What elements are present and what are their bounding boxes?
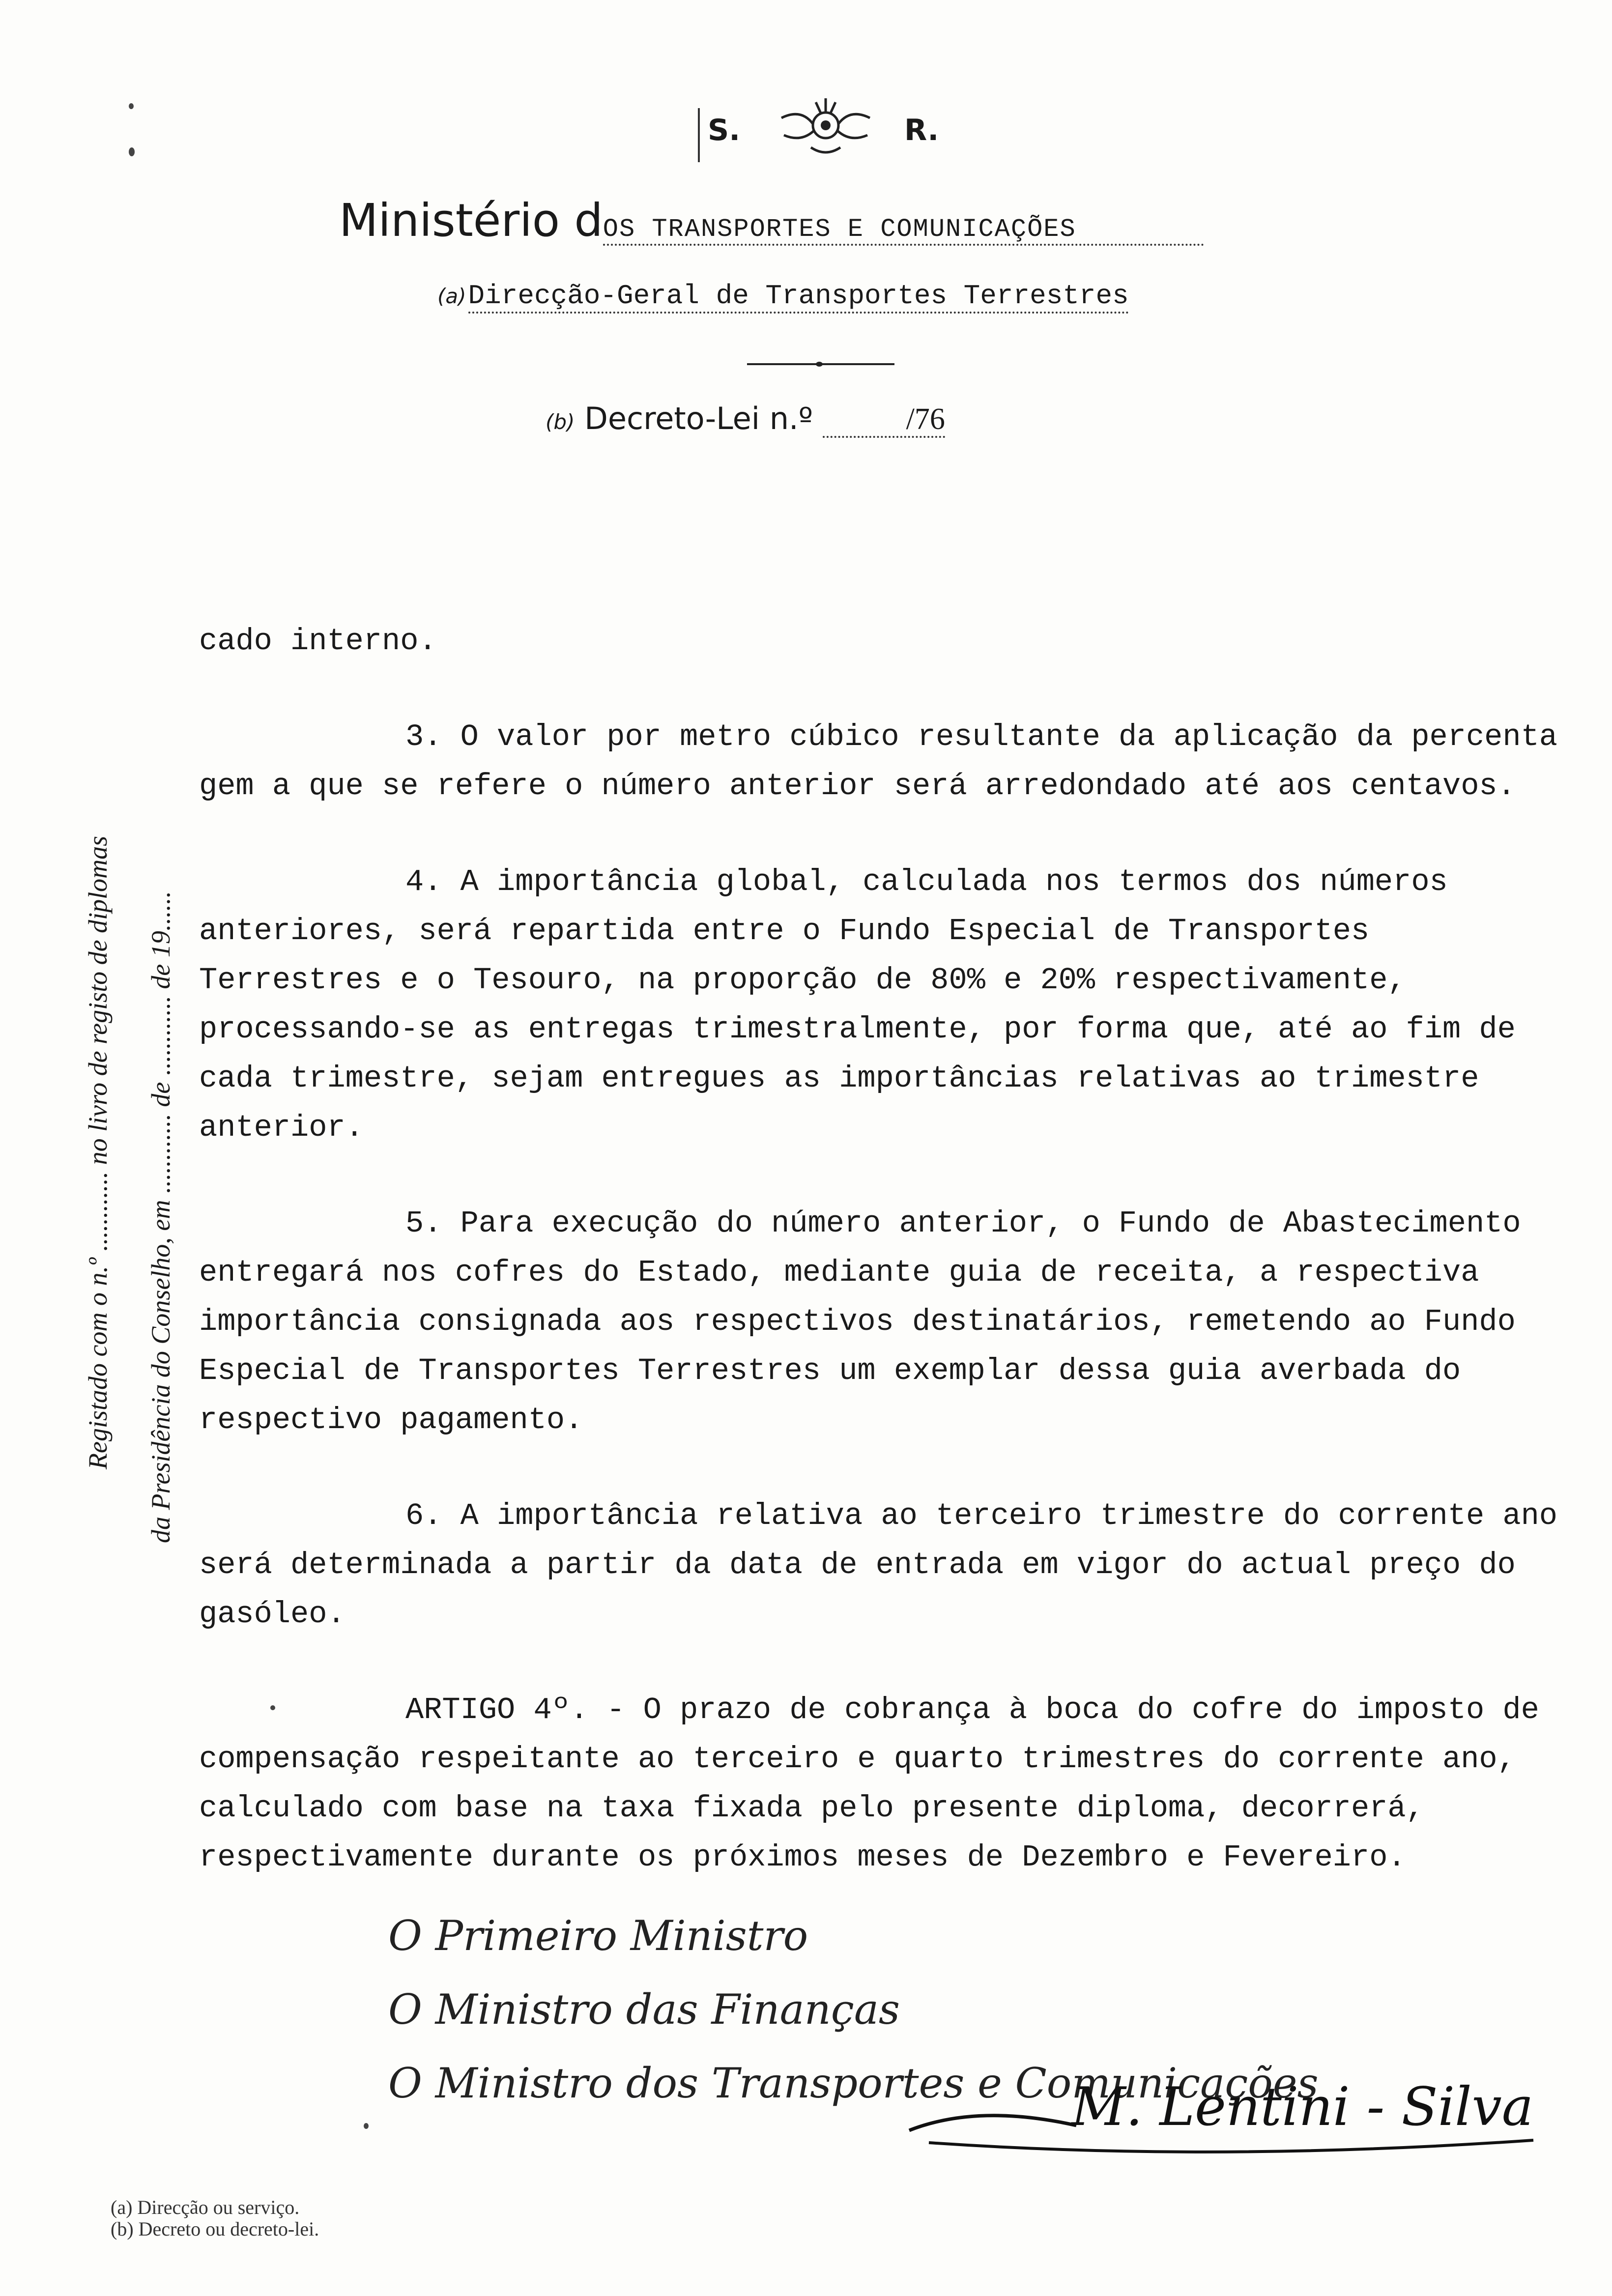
footnote-b: (b) Decreto ou decreto-lei. — [111, 2218, 319, 2240]
decree-line — [546, 401, 1135, 445]
ministry-name: OS TRANSPORTES E COMUNICAÇÕES — [603, 215, 1204, 246]
divider-dot — [816, 362, 823, 367]
footnotes — [111, 2197, 553, 2240]
decree-label: Decreto-Lei n.º — [584, 401, 813, 436]
scan-speck — [364, 2123, 369, 2129]
decree-ref: (b) — [546, 410, 575, 434]
scan-speck — [129, 103, 134, 109]
direction-name: Direcção-Geral de Transportes Terrestres — [468, 280, 1129, 314]
direction-ref: (a) — [437, 284, 466, 308]
decree-number: /76 — [823, 402, 945, 438]
paragraph-3: 3. O valor por metro cúbico resultante da aplicação da percenta gem a que se refere o número anterior será arredondado até aos centavos. — [199, 719, 1557, 804]
paragraph-4: 4. A importância global, calculada nos termos dos números anteriores, será repartida entre o Fundo Especial de Transportes Terrestres e o Tesouro, na proporção de 80% e 20% respectivamente, processando-se as entregas trimestralmente, por forma que, até ao fim de cada trimestre, sejam entregues as importâncias relativas ao trimestre anterior. — [199, 864, 1516, 1145]
ministry-label: Ministério d — [339, 194, 603, 247]
scan-speck — [270, 1705, 275, 1710]
header-emblem-block — [698, 88, 953, 162]
footnote-a: (a) Direcção ou serviço. — [111, 2196, 300, 2218]
republic-emblem-icon — [772, 88, 880, 162]
paragraph-continuation: cado interno. — [199, 624, 437, 659]
signature-line-finance-minister: O Ministro das Finanças — [388, 1985, 900, 2034]
header-letter-r: R. — [904, 113, 939, 147]
header-letter-s: S. — [708, 113, 741, 147]
ministry-line — [339, 194, 1297, 258]
signature-line-transport-minister: O Ministro dos Transportes e Comunicações — [388, 2059, 1319, 2107]
margin-presidency-text: da Presidência do Conselho, em ............ de ............ de 19...... — [146, 891, 175, 1543]
signature-line-prime-minister: O Primeiro Ministro — [388, 1912, 808, 1960]
paragraph-6: 6. A importância relativa ao terceiro trimestre do corrente ano será determinada a partir da data de entrada em vigor do actual preço do gasóleo. — [199, 1498, 1557, 1632]
header-bar — [698, 108, 700, 162]
signature-name: M. Lentini - Silva — [1071, 2076, 1534, 2138]
paragraph-5: 5. Para execução do número anterior, o Fundo de Abastecimento entregará nos cofres do Estado, mediante guia de receita, a respectiva importância consignada aos respectivos destinatários, remetendo ao Fundo Especial de Transportes Terrestres um exemplar dessa guia averbada do respectivo pagamento. — [199, 1206, 1521, 1437]
header-divider — [747, 362, 894, 367]
scan-speck — [129, 147, 135, 156]
handwritten-signature — [899, 2057, 1538, 2165]
decree-body — [199, 617, 1565, 1882]
direction-line — [437, 280, 1273, 324]
article-4: ARTIGO 4º. - O prazo de cobrança à boca do cofre do imposto de compensação respeitante ao terceiro e quarto trimestres do corrente ano, calculado com base na taxa fixada pelo presente diploma, decorrerá, respectivamente durante os próximos meses de Dezembro e Fevereiro. — [199, 1693, 1539, 1875]
margin-registration-text: Registado com o n.º ............ no livro de registo de diplomas — [83, 835, 113, 1469]
